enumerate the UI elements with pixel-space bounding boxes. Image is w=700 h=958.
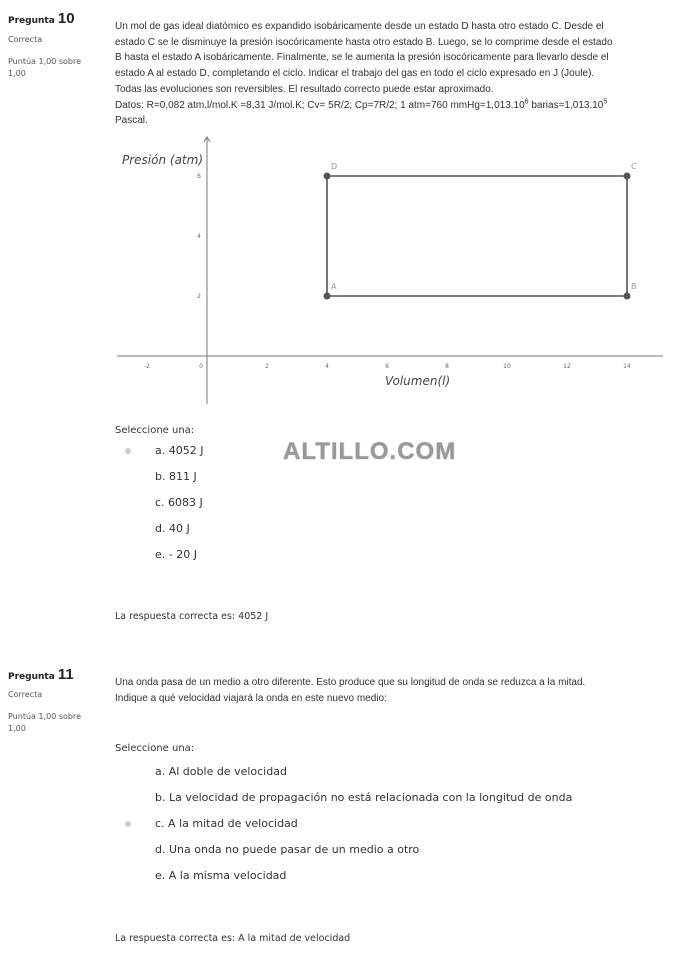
text-line: Indique a qué velocidad viajará la onda en este nuevo medio: [115,692,387,704]
score-line: Puntúa 1,00 sobre [8,712,82,721]
data-text: Datos: R=0,082 atm.l/mol.K =8,31 J/mol.K; Cv= 5R/2; Cp=7R/2; 1 atm=760 mmHg=1,013.10 [115,99,525,111]
exponent: 6 [524,98,529,106]
answer-options [155,438,203,568]
option-label: d. Una onda no puede pasar de un medio a otro [155,843,420,856]
watermark: ALTILLO.COM [283,438,457,465]
question-status: Correcta [8,690,43,699]
question-number-value: 10 [57,10,75,27]
x-tick-label: 4 [325,363,329,370]
option-label: c. 6083 J [155,496,203,509]
text-line: estado C se le disminuye la presión isocóricamente hasta otro estado B. Luego, se lo comprime desde el estado [115,36,613,48]
option-e[interactable] [155,542,203,568]
x-tick-label: 12 [563,363,571,370]
x-tick-label: 14 [623,363,631,370]
answer-options [155,759,572,889]
point-a [324,293,331,300]
option-b[interactable] [155,785,572,811]
score-line: 1,00 [8,724,26,733]
select-label: Seleccione una: [115,743,195,754]
question-number [8,666,74,683]
option-b[interactable] [155,464,203,490]
x-axis-label: Volumen(l) [385,374,451,388]
correct-answer: La respuesta correcta es: 4052 J [115,611,269,622]
radio-selected-icon[interactable] [125,821,131,827]
y-tick-label: 2 [197,293,201,300]
point-label: C [631,162,637,171]
text-line: Todas las evoluciones son reversibles. El resultado correcto puede estar aproximado. [115,83,494,95]
option-label: d. 40 J [155,522,190,535]
question-text [115,675,585,706]
point-label: D [331,162,338,171]
option-label: b. La velocidad de propagación no está relacionada con la longitud de onda [155,791,573,804]
y-tick-label: 4 [197,233,201,240]
text-line: Pascal. [115,115,148,127]
radio-selected-icon[interactable] [125,448,131,454]
question-status: Correcta [8,35,43,44]
option-a[interactable] [155,759,572,785]
text-line: estado A al estado D, completando el ciclo. Indicar el trabajo del gas en todo el ciclo expresado en J (Joule). [115,68,595,80]
score-line: Puntúa 1,00 sobre [8,57,82,66]
question-score [8,711,81,735]
select-label: Seleccione una: [115,425,195,436]
option-label: a. Al doble de velocidad [155,765,287,778]
option-label: e. A la misma velocidad [155,869,287,882]
point-b [624,293,631,300]
option-c[interactable] [155,490,203,516]
x-tick-label: 8 [445,363,449,370]
point-label: B [631,282,637,291]
point-c [624,173,631,180]
score-line: 1,00 [8,69,26,78]
y-axis-label: Presión (atm) [121,153,203,167]
text-line: B hasta el estado A isobáricamente. Finalmente, se le aumenta la presión isocóricamente para llevarlo desde el [115,52,609,64]
x-tick-label: 6 [385,363,389,370]
question-label: Pregunta [8,16,55,26]
option-label: b. 811 J [155,470,197,483]
correct-answer: La respuesta correcta es: A la mitad de velocidad [115,933,351,944]
text-line: Una onda pasa de un medio a otro diferente. Esto produce que su longitud de onda se reduzca a la mitad. [115,677,586,688]
option-c[interactable] [155,811,572,837]
exponent: 5 [603,98,608,106]
x-tick-label: 10 [503,363,511,370]
x-tick-label: 0 [199,363,203,370]
option-d[interactable] [155,516,203,542]
option-label: a. 4052 J [155,444,204,457]
data-text: barias=1,013.10 [528,99,604,111]
option-e[interactable] [155,863,572,889]
option-label: e. - 20 J [155,548,197,561]
y-tick-label: 6 [197,173,201,180]
option-label: c. A la mitad de velocidad [155,817,298,830]
point-d [324,173,331,180]
option-a[interactable] [155,438,203,464]
point-label: A [331,282,337,291]
option-d[interactable] [155,837,572,863]
x-tick-label: -2 [144,363,150,370]
question-label: Pregunta [8,672,55,682]
question-number-value: 11 [57,666,74,683]
text-line: Un mol de gas ideal diatómico es expandido isobáricamente desde un estado D hasta otro estado C. Desde el [115,21,604,32]
x-tick-label: 2 [265,363,269,370]
pv-diagram [0,0,700,420]
